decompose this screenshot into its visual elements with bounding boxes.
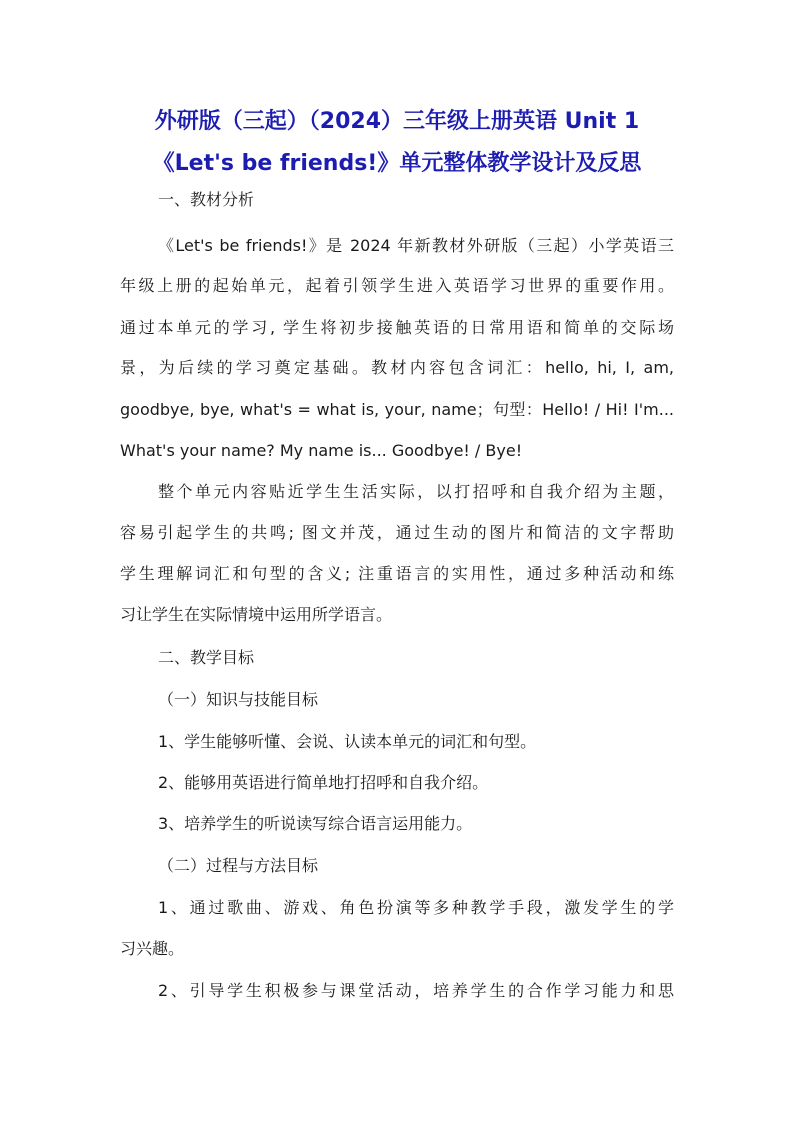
paragraph-line: 整个单元内容贴近学生生活实际，以打招呼和自我介绍为主题， (158, 482, 674, 501)
paragraph-line: 习让学生在实际情境中运用所学语言。 (120, 605, 393, 624)
document-title-line-2: 《Let's be friends!》单元整体教学设计及反思 (152, 151, 642, 176)
paragraph-line: What's your name? My name is... Goodbye! / Bye! (120, 441, 523, 460)
paragraph-line: 《Let's be friends!》是 2024 年新教材外研版（三起）小学英语三 (158, 236, 674, 255)
goal-item: 1、学生能够听懂、会说、认读本单元的词汇和句型。 (158, 732, 537, 751)
section-heading-textbook-analysis: 一、教材分析 (158, 190, 255, 209)
goal-item: 1、通过歌曲、游戏、角色扮演等多种教学手段，激发学生的学 (158, 898, 674, 917)
paragraph-line: 容易引起学生的共鸣; 图文并茂，通过生动的图片和简洁的文字帮助 (120, 523, 674, 542)
subsection-heading-knowledge-skills: （一）知识与技能目标 (158, 690, 319, 709)
goal-item: 2、引导学生积极参与课堂活动，培养学生的合作学习能力和思 (158, 981, 674, 1000)
subsection-heading-process-methods: （二）过程与方法目标 (158, 856, 319, 875)
paragraph-line: 景，为后续的学习奠定基础。教材内容包含词汇：hello, hi, I, am, (120, 358, 674, 377)
goal-item: 3、培养学生的听说读写综合语言运用能力。 (158, 814, 473, 833)
paragraph-line: 学生理解词汇和句型的含义; 注重语言的实用性，通过多种活动和练 (120, 564, 674, 583)
paragraph-line: goodbye, bye, what's = what is, your, name；句型：Hello! / Hi! I'm... (120, 400, 674, 419)
paragraph-line: 年级上册的起始单元，起着引领学生进入英语学习世界的重要作用。 (120, 276, 674, 295)
goal-item: 2、能够用英语进行简单地打招呼和自我介绍。 (158, 773, 489, 792)
goal-item-continuation: 习兴趣。 (120, 939, 185, 958)
paragraph-line: 通过本单元的学习, 学生将初步接触英语的日常用语和简单的交际场 (120, 318, 674, 337)
section-heading-teaching-goals: 二、教学目标 (158, 648, 255, 667)
document-title-line-1: 外研版（三起）（2024）三年级上册英语 Unit 1 (154, 109, 640, 134)
